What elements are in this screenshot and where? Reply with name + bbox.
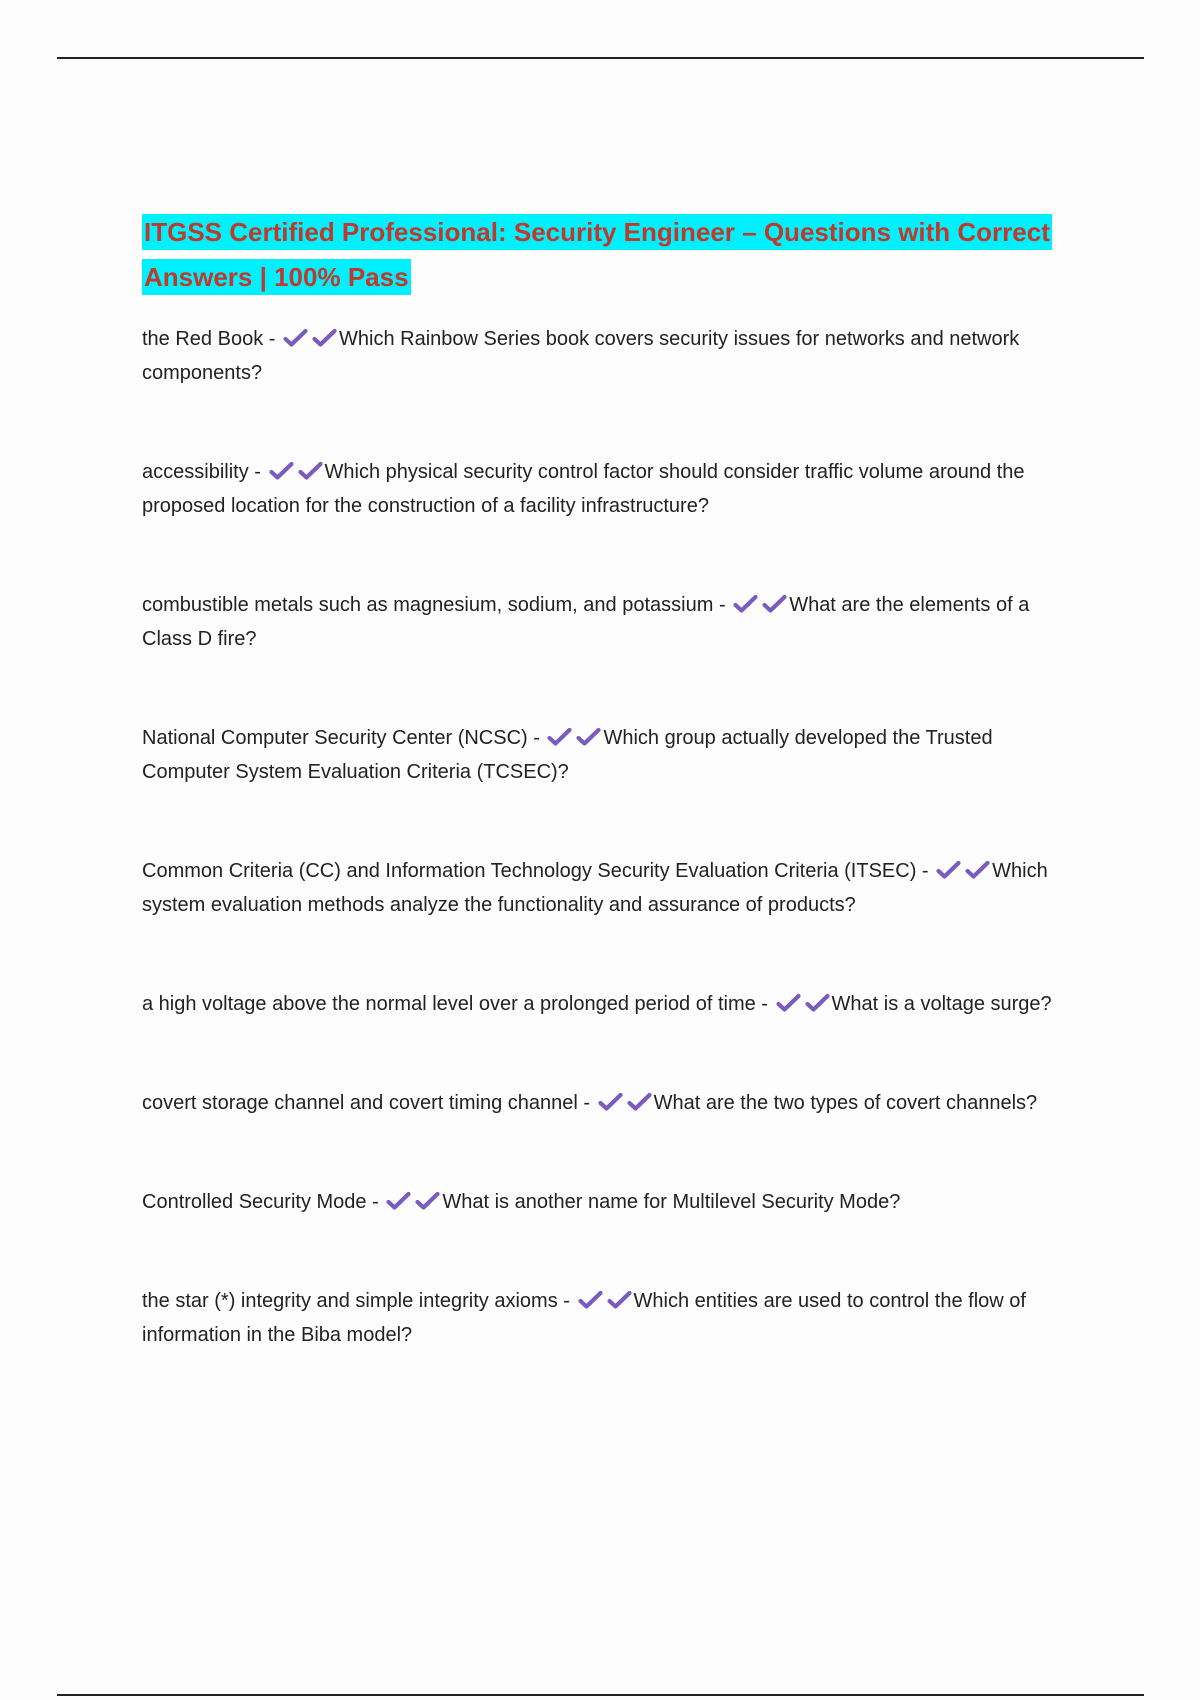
separator: - xyxy=(254,461,261,483)
qa-item xyxy=(142,721,1072,789)
separator: - xyxy=(583,1092,591,1114)
check-icon xyxy=(776,993,801,1013)
qa-item xyxy=(142,322,1072,390)
check-icon xyxy=(269,461,294,481)
check-icon xyxy=(598,1092,623,1112)
answer-text: National Computer Security Center (NCSC) xyxy=(142,727,528,749)
answer-text: a high voltage above the normal level over a prolonged period of time xyxy=(142,993,756,1015)
bottom-rule xyxy=(57,1694,1144,1696)
document-title xyxy=(142,210,1072,300)
question-text: What is a voltage surge? xyxy=(831,993,1052,1015)
check-icon xyxy=(733,594,758,614)
title-highlight: ITGSS Certified Professional: Security Engineer – Questions with Correct Answers | 100% Pass xyxy=(142,214,1052,295)
qa-item xyxy=(142,455,1072,523)
check-icon xyxy=(386,1191,411,1211)
check-icon xyxy=(298,461,323,481)
question-text: What are the elements of a Class D fire? xyxy=(142,594,1030,650)
answer-text: Controlled Security Mode xyxy=(142,1191,367,1213)
question-text: Which Rainbow Series book covers security issues for networks and network components? xyxy=(142,328,1020,384)
separator: - xyxy=(718,594,726,616)
separator: - xyxy=(761,993,768,1015)
question-text: Which system evaluation methods analyze the functionality and assurance of products? xyxy=(142,860,1048,916)
answer-text: accessibility xyxy=(142,461,249,483)
separator: - xyxy=(533,727,540,749)
check-icon xyxy=(762,594,787,614)
separator: - xyxy=(921,860,929,882)
check-icon xyxy=(547,727,572,747)
check-icon xyxy=(576,727,601,747)
document-body xyxy=(142,210,1072,1352)
question-text: What are the two types of covert channels? xyxy=(653,1092,1038,1114)
answer-text: the Red Book xyxy=(142,328,264,350)
answer-text: combustible metals such as magnesium, sodium, and potassium xyxy=(142,594,714,616)
answer-text: covert storage channel and covert timing channel xyxy=(142,1092,578,1114)
answer-text: the star (*) integrity and simple integrity axioms xyxy=(142,1290,558,1312)
qa-list xyxy=(142,322,1072,1352)
check-icon xyxy=(607,1290,632,1310)
question-text: Which entities are used to control the flow of information in the Biba model? xyxy=(142,1290,1026,1346)
separator: - xyxy=(563,1290,570,1312)
qa-item xyxy=(142,1086,1072,1120)
check-icon xyxy=(627,1092,652,1112)
question-text: Which group actually developed the Trusted Computer System Evaluation Criteria (TCSEC)? xyxy=(142,727,993,783)
qa-item xyxy=(142,1284,1072,1352)
check-icon xyxy=(283,328,308,348)
check-icon xyxy=(965,860,990,880)
question-text: What is another name for Multilevel Security Mode? xyxy=(442,1191,901,1213)
top-rule xyxy=(57,57,1144,59)
check-icon xyxy=(805,993,830,1013)
qa-item xyxy=(142,987,1072,1021)
check-icon xyxy=(312,328,337,348)
check-icon xyxy=(415,1191,440,1211)
separator: - xyxy=(372,1191,379,1213)
qa-item xyxy=(142,854,1072,922)
separator: - xyxy=(268,328,276,350)
answer-text: Common Criteria (CC) and Information Technology Security Evaluation Criteria (ITSEC) xyxy=(142,860,917,882)
check-icon xyxy=(578,1290,603,1310)
question-text: Which physical security control factor should consider traffic volume around the proposed location for the construction of a facility infrastructure? xyxy=(142,461,1025,517)
qa-item xyxy=(142,588,1072,656)
qa-item xyxy=(142,1185,1072,1219)
check-icon xyxy=(936,860,961,880)
